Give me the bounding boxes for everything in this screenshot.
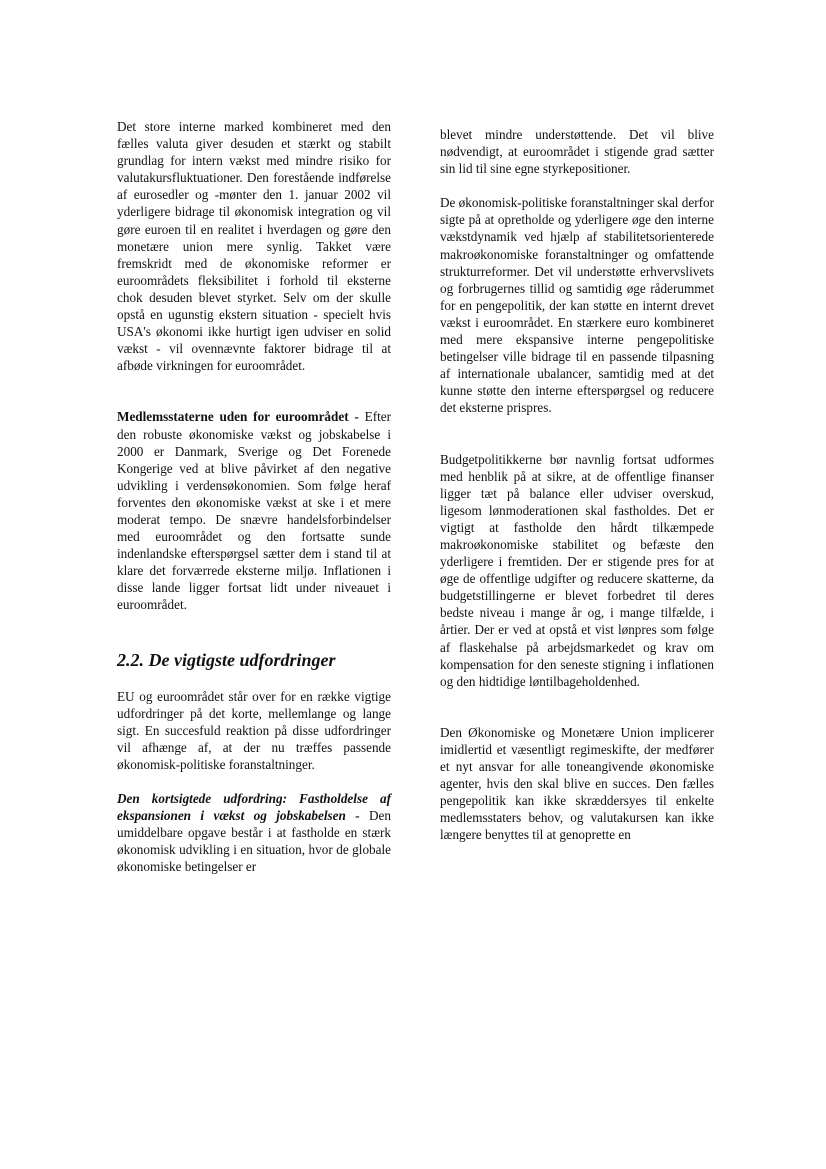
paragraph-non-euro-states — [117, 408, 391, 613]
paragraph-heading-short-term: Den kortsigtede udfordring: Fastholdelse af ekspansionen i vækst og jobskabelsen - — [117, 791, 391, 824]
paragraph-text-short-term: Den umiddelbare opgave består i at fastholde en stærk økonomisk udvikling i en situation, hvor de globale økonomiske betingelser er — [117, 808, 391, 875]
right-column — [440, 126, 714, 843]
paragraph-text-non-euro: Efter den robuste økonomiske vækst og jobskabelse i 2000 er Danmark, Sverige og Det Forenede Kongerige ved at blive påvirket af den negative udvikling i verdensøkonomien. Som følge heraf forventes den økonomiske vækst at ske i et mere moderat tempo. De snævre handelsforbindelser med euroområdet og den fortsatte sunde indenlandske efterspørgsel sætter dem i stand til at klare det forværrede eksterne miljø. Inflationen i disse lande ligger fortsat lidt under niveauet i euroområdet. — [117, 409, 391, 613]
section-title: 2.2. De vigtigste udfordringer — [117, 649, 336, 670]
left-column — [117, 118, 391, 875]
paragraph-less-supportive: blevet mindre understøttende. Det vil blive nødvendigt, at euroområdet i stigende grad sætter sin lid til sine egne styrkepositioner. — [440, 127, 714, 177]
paragraph-internal-market: Det store interne marked kombineret med den fælles valuta giver desuden et stærkt og stabilt grundlag for intern vækst med mindre risiko for valutakursfluktuationer. Den forestående indførelse af eurosedler og -mønter den 1. januar 2002 vil yderligere bidrage til økonomisk integration og vil gøre euroen til en realitet i hverdagen og gøre den monetære union mere synlig. Takket være fremskridt med de økonomiske reformer er euroområdets fleksibilitet i forhold til eksterne chok desuden blevet styrket. Selv om der skulle opstå en ugunstig ekstern situation - specielt hvis USA's økonomi ikke hurtigt igen udviser en solid vækst - vil ovennævnte faktorer bidrage til at afbøde virkningen for euroområdet. — [117, 119, 391, 374]
paragraph-budget-policies: Budgetpolitikkerne bør navnlig fortsat udformes med henblik på at sikre, at de offentlige finanser ligger tæt på balance eller udviser overskud, ligesom lønmoderationen skal fastholdes. Det er vigtigt at fastholde den hårdt tilkæmpede makroøkonomiske stabilitet og befæste den yderligere i fremtiden. Der er stigende pres for at øge de offentlige udgifter og reducere skatterne, da budgetstillingerne er blevet forbedret til deres bedste niveau i mange år og, i mange tilfælde, i årtier. Der er ved at opstå et vist lønpres som følge af flaskehalse på arbejdsmarkedet og krav om kompensation for den seneste stigning i inflationen og den hidtidige løntilbageholdenhed. — [440, 451, 714, 689]
paragraph-short-term — [117, 790, 391, 875]
paragraph-heading-non-euro: Medlemsstaterne uden for euroområdet - — [117, 409, 359, 425]
paragraph-policy-measures: De økonomisk-politiske foranstaltninger skal derfor sigte på at opretholde og yderligere øge den interne vækstdynamik ved hjælp af stabilitetsorienterede makroøkonomiske foranstaltninger og omfattende strukturreformer. Det vil understøtte erhvervslivets og forbrugernes tillid og samtidig øge råderummet for en pengepolitik, der kan støtte en internt drevet vækst i euroområdet. En stærkere euro kombineret med mere ekspansive interne pengepolitiske betingelser ville bidrage til en passende tilpasning af internationale ubalancer, samtidig med at det kunne støtte den interne efterspørgsel og reducere det eksterne prispres. — [440, 195, 714, 416]
paragraph-emu: Den Økonomiske og Monetære Union implicerer imidlertid et væsentligt regimeskifte, der medfører et nyt ansvar for alle toneangivende økonomiske agenter, hvis den skal blive en succes. Den fælles pengepolitik kan ikke skræddersyes til enkelte medlemsstaters behov, og valutakursen kan ikke længere benyttes til at genoprette en — [440, 724, 714, 843]
paragraph-challenges: EU og euroområdet står over for en række vigtige udfordringer på det korte, mellemlange og lange sigt. En succesfuld reaktion på disse udfordringer vil afhænge af, at der nu træffes passende økonomisk-politiske foranstaltninger. — [117, 688, 391, 772]
